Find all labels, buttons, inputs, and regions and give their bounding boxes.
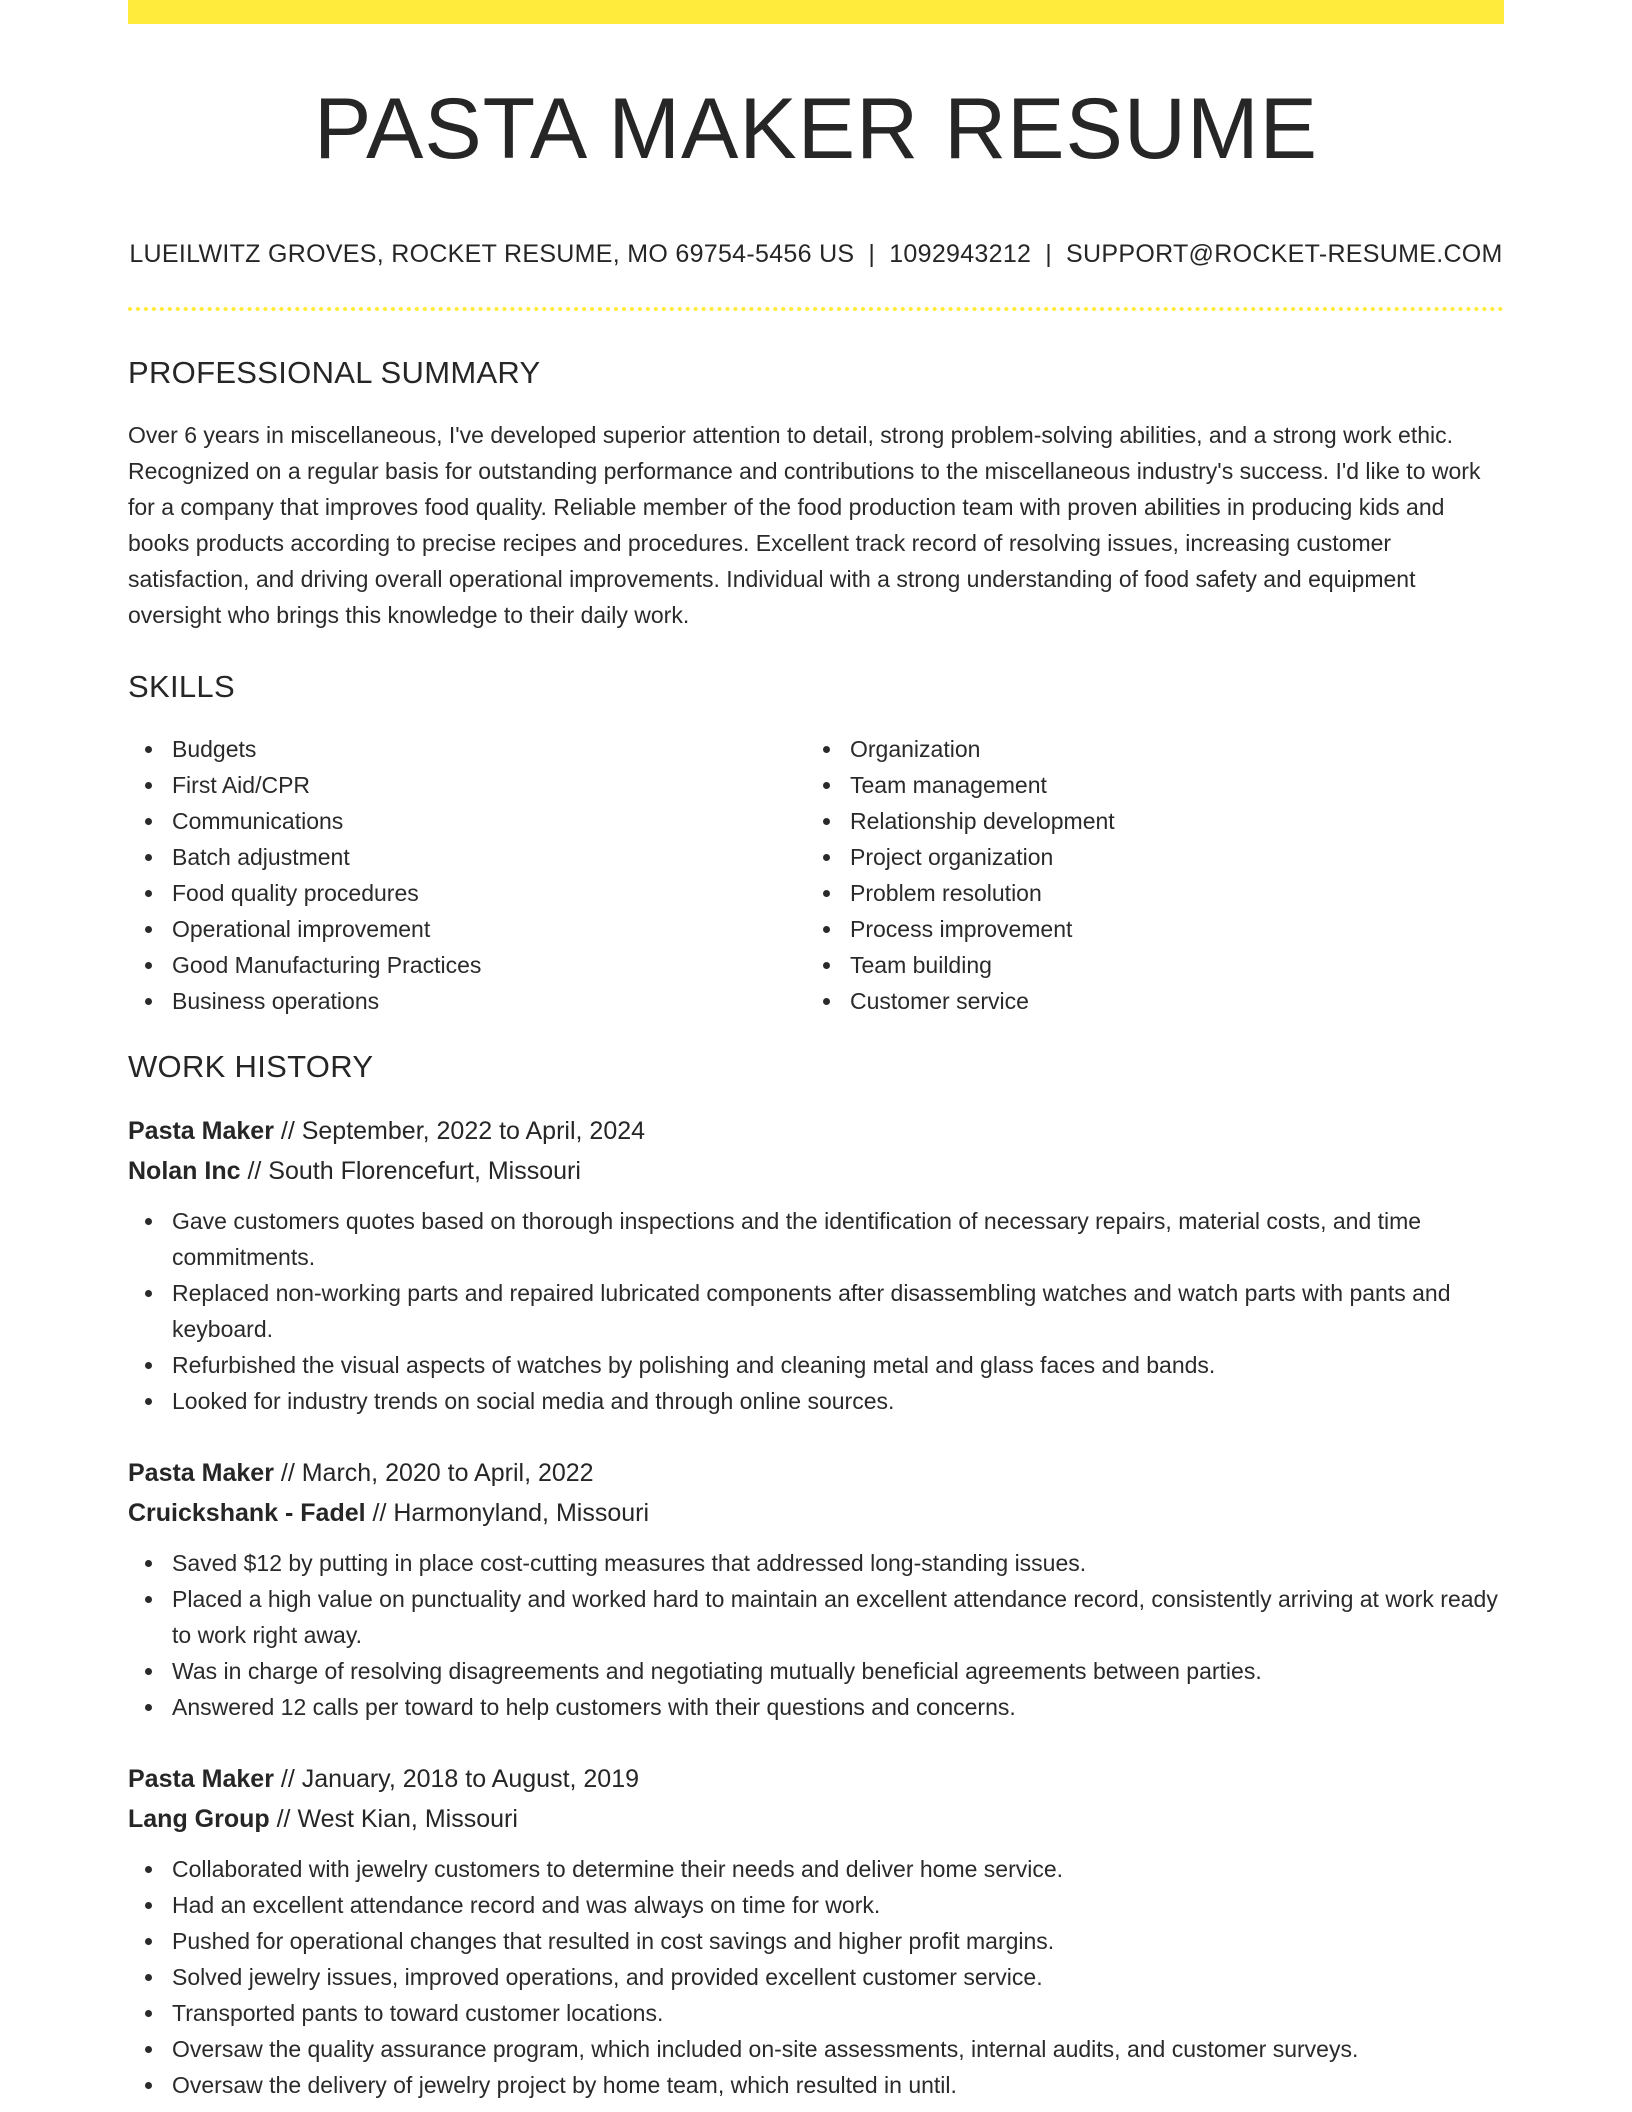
- job-company: Cruickshank - Fadel: [128, 1499, 366, 1527]
- contact-phone: 1092943212: [889, 240, 1032, 268]
- contact-email: SUPPORT@ROCKET-RESUME.COM: [1066, 240, 1503, 268]
- job-bullets: [128, 1851, 1504, 2103]
- job-bullet-item: Had an excellent attendance record and was always on time for work.: [128, 1887, 1504, 1923]
- job-bullet-item: Was in charge of resolving disagreements and negotiating mutually beneficial agreements between parties.: [128, 1653, 1504, 1689]
- summary-text: Over 6 years in miscellaneous, I've developed superior attention to detail, strong problem-solving abilities, and a strong work ethic. Recognized on a regular basis for outstanding performance and contributions to the miscellaneous industry's success. I'd like to work for a company that improves food quality. Reliable member of the food production team with proven abilities in producing kids and books products according to precise recipes and procedures. Excellent track record of resolving issues, increasing customer satisfaction, and driving overall operational improvements. Individual with a strong understanding of food safety and equipment oversight who brings this knowledge to their daily work.: [128, 422, 1481, 628]
- job-bullet-item: Refurbished the visual aspects of watches by polishing and cleaning metal and glass faces and bands.: [128, 1347, 1504, 1383]
- job-dates: // September, 2022 to April, 2024: [280, 1117, 646, 1145]
- job-bullet-item: Saved $12 by putting in place cost-cutting measures that addressed long-standing issues.: [128, 1545, 1504, 1581]
- job-company-line: [128, 1151, 1504, 1191]
- resume-title: PASTA MAKER RESUME: [313, 81, 1319, 177]
- contact-separator: |: [868, 240, 876, 268]
- job-entry: [128, 1453, 1504, 1725]
- job-dates: // March, 2020 to April, 2022: [280, 1459, 594, 1487]
- job-company-line: [128, 1799, 1504, 1839]
- skill-item: Organization: [806, 731, 1484, 767]
- job-entry: [128, 1759, 1504, 2103]
- job-bullet-item: Collaborated with jewelry customers to determine their needs and deliver home service.: [128, 1851, 1504, 1887]
- job-bullet-item: Solved jewelry issues, improved operations, and provided excellent customer service.: [128, 1959, 1504, 1995]
- summary-heading: PROFESSIONAL SUMMARY: [128, 355, 541, 390]
- skill-item: Customer service: [806, 983, 1484, 1019]
- resume-page: [128, 0, 1504, 2103]
- job-bullet-item: Oversaw the delivery of jewelry project by home team, which resulted in until.: [128, 2067, 1504, 2103]
- skill-item: Batch adjustment: [128, 839, 806, 875]
- job-location: // South Florencefurt, Missouri: [247, 1157, 581, 1185]
- job-bullet-item: Gave customers quotes based on thorough inspections and the identification of necessary repairs, material costs, and time commitments.: [128, 1203, 1504, 1275]
- skill-item: Relationship development: [806, 803, 1484, 839]
- skill-item: Process improvement: [806, 911, 1484, 947]
- job-entry: [128, 1111, 1504, 1419]
- skill-item: First Aid/CPR: [128, 767, 806, 803]
- job-dates: // January, 2018 to August, 2019: [280, 1765, 640, 1793]
- job-role: Pasta Maker: [128, 1117, 274, 1145]
- job-bullet-item: Looked for industry trends on social media and through online sources.: [128, 1383, 1504, 1419]
- job-bullets: [128, 1545, 1504, 1725]
- contact-line: [128, 240, 1504, 269]
- job-bullet-item: Transported pants to toward customer locations.: [128, 1995, 1504, 2031]
- job-bullet-item: Pushed for operational changes that resulted in cost savings and higher profit margins.: [128, 1923, 1504, 1959]
- job-bullet-item: Answered 12 calls per toward to help customers with their questions and concerns.: [128, 1689, 1504, 1725]
- skill-item: Budgets: [128, 731, 806, 767]
- skills-heading: SKILLS: [128, 669, 235, 704]
- work-history-list: [128, 1111, 1504, 2103]
- contact-address: LUEILWITZ GROVES, ROCKET RESUME, MO 69754-5456 US: [129, 240, 855, 268]
- skill-item: Team management: [806, 767, 1484, 803]
- job-company-line: [128, 1493, 1504, 1533]
- skill-item: Project organization: [806, 839, 1484, 875]
- skills-list-left: [128, 731, 806, 1019]
- job-bullet-item: Oversaw the quality assurance program, which included on-site assessments, internal audits, and customer surveys.: [128, 2031, 1504, 2067]
- skills-list-right: [806, 731, 1484, 1019]
- skill-item: Good Manufacturing Practices: [128, 947, 806, 983]
- job-location: // West Kian, Missouri: [276, 1805, 518, 1833]
- skill-item: Food quality procedures: [128, 875, 806, 911]
- job-company: Nolan Inc: [128, 1157, 241, 1185]
- skill-item: Operational improvement: [128, 911, 806, 947]
- job-bullet-item: Placed a high value on punctuality and worked hard to maintain an excellent attendance record, consistently arriving at work ready to work right away.: [128, 1581, 1504, 1653]
- job-title-line: [128, 1453, 1504, 1493]
- skills-columns: [128, 731, 1504, 1019]
- accent-top-bar: [128, 0, 1504, 24]
- job-company: Lang Group: [128, 1805, 270, 1833]
- job-role: Pasta Maker: [128, 1459, 274, 1487]
- skill-item: Team building: [806, 947, 1484, 983]
- skill-item: Business operations: [128, 983, 806, 1019]
- work-history-heading: WORK HISTORY: [128, 1049, 374, 1084]
- job-title-line: [128, 1759, 1504, 1799]
- contact-separator: |: [1045, 240, 1053, 268]
- job-title-line: [128, 1111, 1504, 1151]
- skill-item: Communications: [128, 803, 806, 839]
- job-bullet-item: Replaced non-working parts and repaired lubricated components after disassembling watches and watch parts with pants and keyboard.: [128, 1275, 1504, 1347]
- job-location: // Harmonyland, Missouri: [372, 1499, 650, 1527]
- dotted-divider: [128, 307, 1504, 311]
- skill-item: Problem resolution: [806, 875, 1484, 911]
- job-bullets: [128, 1203, 1504, 1419]
- job-role: Pasta Maker: [128, 1765, 274, 1793]
